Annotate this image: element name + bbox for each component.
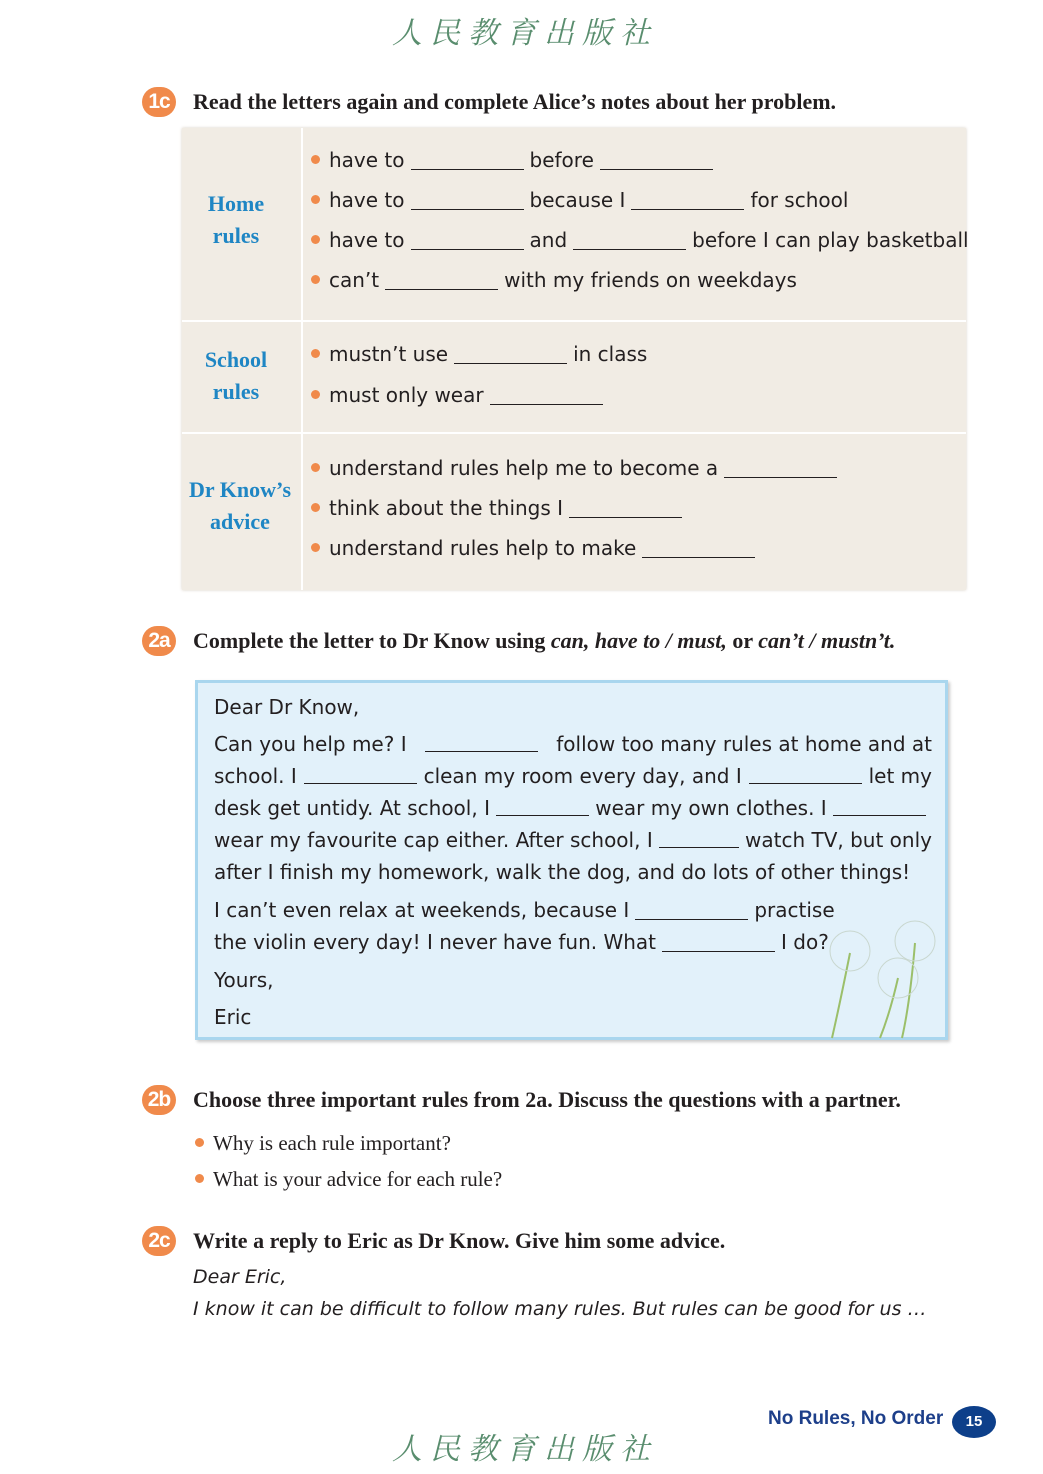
- text-segment: think about the things I: [329, 496, 564, 520]
- bullet-icon: [195, 1138, 204, 1147]
- instruction-text: Complete the letter to Dr Know using: [193, 628, 551, 653]
- column-divider: [301, 128, 303, 590]
- note-item: [311, 456, 843, 480]
- answer-blank[interactable]: [635, 899, 748, 920]
- letter-line: [214, 897, 932, 923]
- text-segment: wear my favourite cap either. After school, I: [214, 828, 653, 852]
- answer-blank[interactable]: [642, 537, 755, 558]
- note-item: [311, 188, 848, 212]
- letter-line: [214, 827, 932, 853]
- discussion-question: [195, 1167, 502, 1192]
- answer-blank[interactable]: [490, 384, 603, 405]
- bullet-icon: [311, 543, 320, 552]
- bullet-icon: [311, 275, 320, 284]
- bullet-icon: [195, 1174, 204, 1183]
- answer-blank[interactable]: [569, 497, 682, 518]
- instruction-1c: Read the letters again and complete Alice’s notes about her problem.: [193, 89, 837, 114]
- bullet-icon: [311, 195, 320, 204]
- answer-blank[interactable]: [304, 763, 417, 784]
- bullet-icon: [311, 463, 320, 472]
- instruction-keywords: can’t / mustn’t.: [758, 628, 896, 653]
- answer-blank[interactable]: [749, 763, 862, 784]
- discussion-question: [195, 1131, 451, 1156]
- bullet-icon: [311, 349, 320, 358]
- unit-title: No Rules, No Order: [768, 1408, 944, 1429]
- text-segment: have to: [329, 188, 405, 212]
- text-segment: Can you help me? I: [214, 732, 407, 756]
- row-label: School: [204, 347, 268, 372]
- text-segment: have to: [329, 148, 405, 172]
- reply-opening: I know it can be difficult to follow many rules. But rules can be good for us …: [193, 1298, 927, 1320]
- note-item: [311, 383, 609, 407]
- letter-line: [214, 763, 932, 789]
- instruction-keywords: can, have to / must,: [550, 628, 727, 653]
- answer-blank[interactable]: [600, 149, 713, 170]
- reply-greeting: Dear Eric,: [193, 1266, 287, 1288]
- text-segment: watch TV, but only: [745, 828, 932, 852]
- row-label: Dr Know’s: [188, 477, 292, 502]
- text-segment: in class: [573, 342, 648, 366]
- answer-blank[interactable]: [411, 149, 524, 170]
- note-item: [311, 268, 797, 292]
- text-segment: I do?: [781, 930, 829, 954]
- publisher-watermark-top: 人民教育出版社: [392, 16, 658, 51]
- exercise-badge-2c: 2c: [142, 1226, 176, 1256]
- text-segment: because I: [529, 188, 626, 212]
- text-segment: wear my own clothes. I: [595, 796, 827, 820]
- text-segment: I can’t even relax at weekends, because I: [214, 898, 630, 922]
- page-number: 15: [952, 1406, 996, 1438]
- answer-blank[interactable]: [425, 731, 538, 752]
- instruction-text: or: [726, 628, 759, 653]
- exercise-badge-1c: 1c: [142, 87, 176, 117]
- note-item: [311, 342, 647, 366]
- letter-greeting: Dear Dr Know,: [214, 695, 360, 719]
- text-segment: before I can play basketball: [692, 228, 969, 252]
- text-segment: mustn’t use: [329, 342, 449, 366]
- answer-blank[interactable]: [573, 229, 686, 250]
- text-segment: understand rules help me to become a: [329, 456, 719, 480]
- letter-line: [214, 731, 932, 757]
- answer-blank[interactable]: [833, 795, 926, 816]
- answer-blank[interactable]: [411, 229, 524, 250]
- bullet-icon: [311, 235, 320, 244]
- letter-box: [195, 680, 948, 1040]
- text-segment: after I finish my homework, walk the dog, and do lots of other things!: [214, 860, 911, 884]
- text-segment: for school: [750, 188, 849, 212]
- note-item: [311, 496, 688, 520]
- row-divider: [182, 320, 966, 322]
- exercise-badge-2b: 2b: [142, 1085, 176, 1115]
- row-label: Home: [207, 191, 265, 216]
- note-item: [311, 228, 969, 252]
- row-label: advice: [210, 509, 270, 534]
- text-segment: follow too many rules at home and at: [556, 732, 932, 756]
- text-segment: must only wear: [329, 383, 484, 407]
- answer-blank[interactable]: [662, 931, 775, 952]
- text-segment: practise: [754, 898, 835, 922]
- text-segment: the violin every day! I never have fun. What: [214, 930, 657, 954]
- row-label: rules: [212, 379, 260, 404]
- instruction-2c: Write a reply to Eric as Dr Know. Give him some advice.: [193, 1228, 726, 1253]
- letter-line: [214, 795, 932, 821]
- letter-signature: Eric: [214, 1005, 252, 1029]
- publisher-watermark-bottom: 人民教育出版社: [392, 1432, 658, 1467]
- answer-blank[interactable]: [454, 343, 567, 364]
- answer-blank[interactable]: [385, 269, 498, 290]
- text-segment: and: [529, 228, 568, 252]
- instruction-2a: [193, 628, 895, 654]
- text-segment: understand rules help to make: [329, 536, 637, 560]
- text-segment: clean my room every day, and I: [423, 764, 742, 788]
- question-text: What is your advice for each rule?: [213, 1167, 503, 1191]
- answer-blank[interactable]: [631, 189, 744, 210]
- exercise-badge-2a: 2a: [142, 626, 176, 656]
- letter-line: [214, 929, 932, 955]
- instruction-2b: Choose three important rules from 2a. Discuss the questions with a partner.: [193, 1087, 901, 1112]
- row-divider: [182, 432, 966, 434]
- note-item: [311, 148, 719, 172]
- answer-blank[interactable]: [724, 457, 837, 478]
- text-segment: desk get untidy. At school, I: [214, 796, 490, 820]
- row-label: rules: [212, 223, 260, 248]
- text-segment: school. I: [214, 764, 297, 788]
- letter-line: [214, 859, 932, 885]
- answer-blank[interactable]: [411, 189, 524, 210]
- note-item: [311, 536, 761, 560]
- question-text: Why is each rule important?: [213, 1131, 451, 1155]
- text-segment: can’t: [329, 268, 380, 292]
- letter-closing: Yours,: [214, 968, 274, 992]
- text-segment: have to: [329, 228, 405, 252]
- answer-blank[interactable]: [659, 827, 739, 848]
- answer-blank[interactable]: [496, 795, 589, 816]
- bullet-icon: [311, 390, 320, 399]
- bullet-icon: [311, 503, 320, 512]
- text-segment: with my friends on weekdays: [504, 268, 797, 292]
- text-segment: let my: [868, 764, 932, 788]
- text-segment: before: [529, 148, 594, 172]
- bullet-icon: [311, 155, 320, 164]
